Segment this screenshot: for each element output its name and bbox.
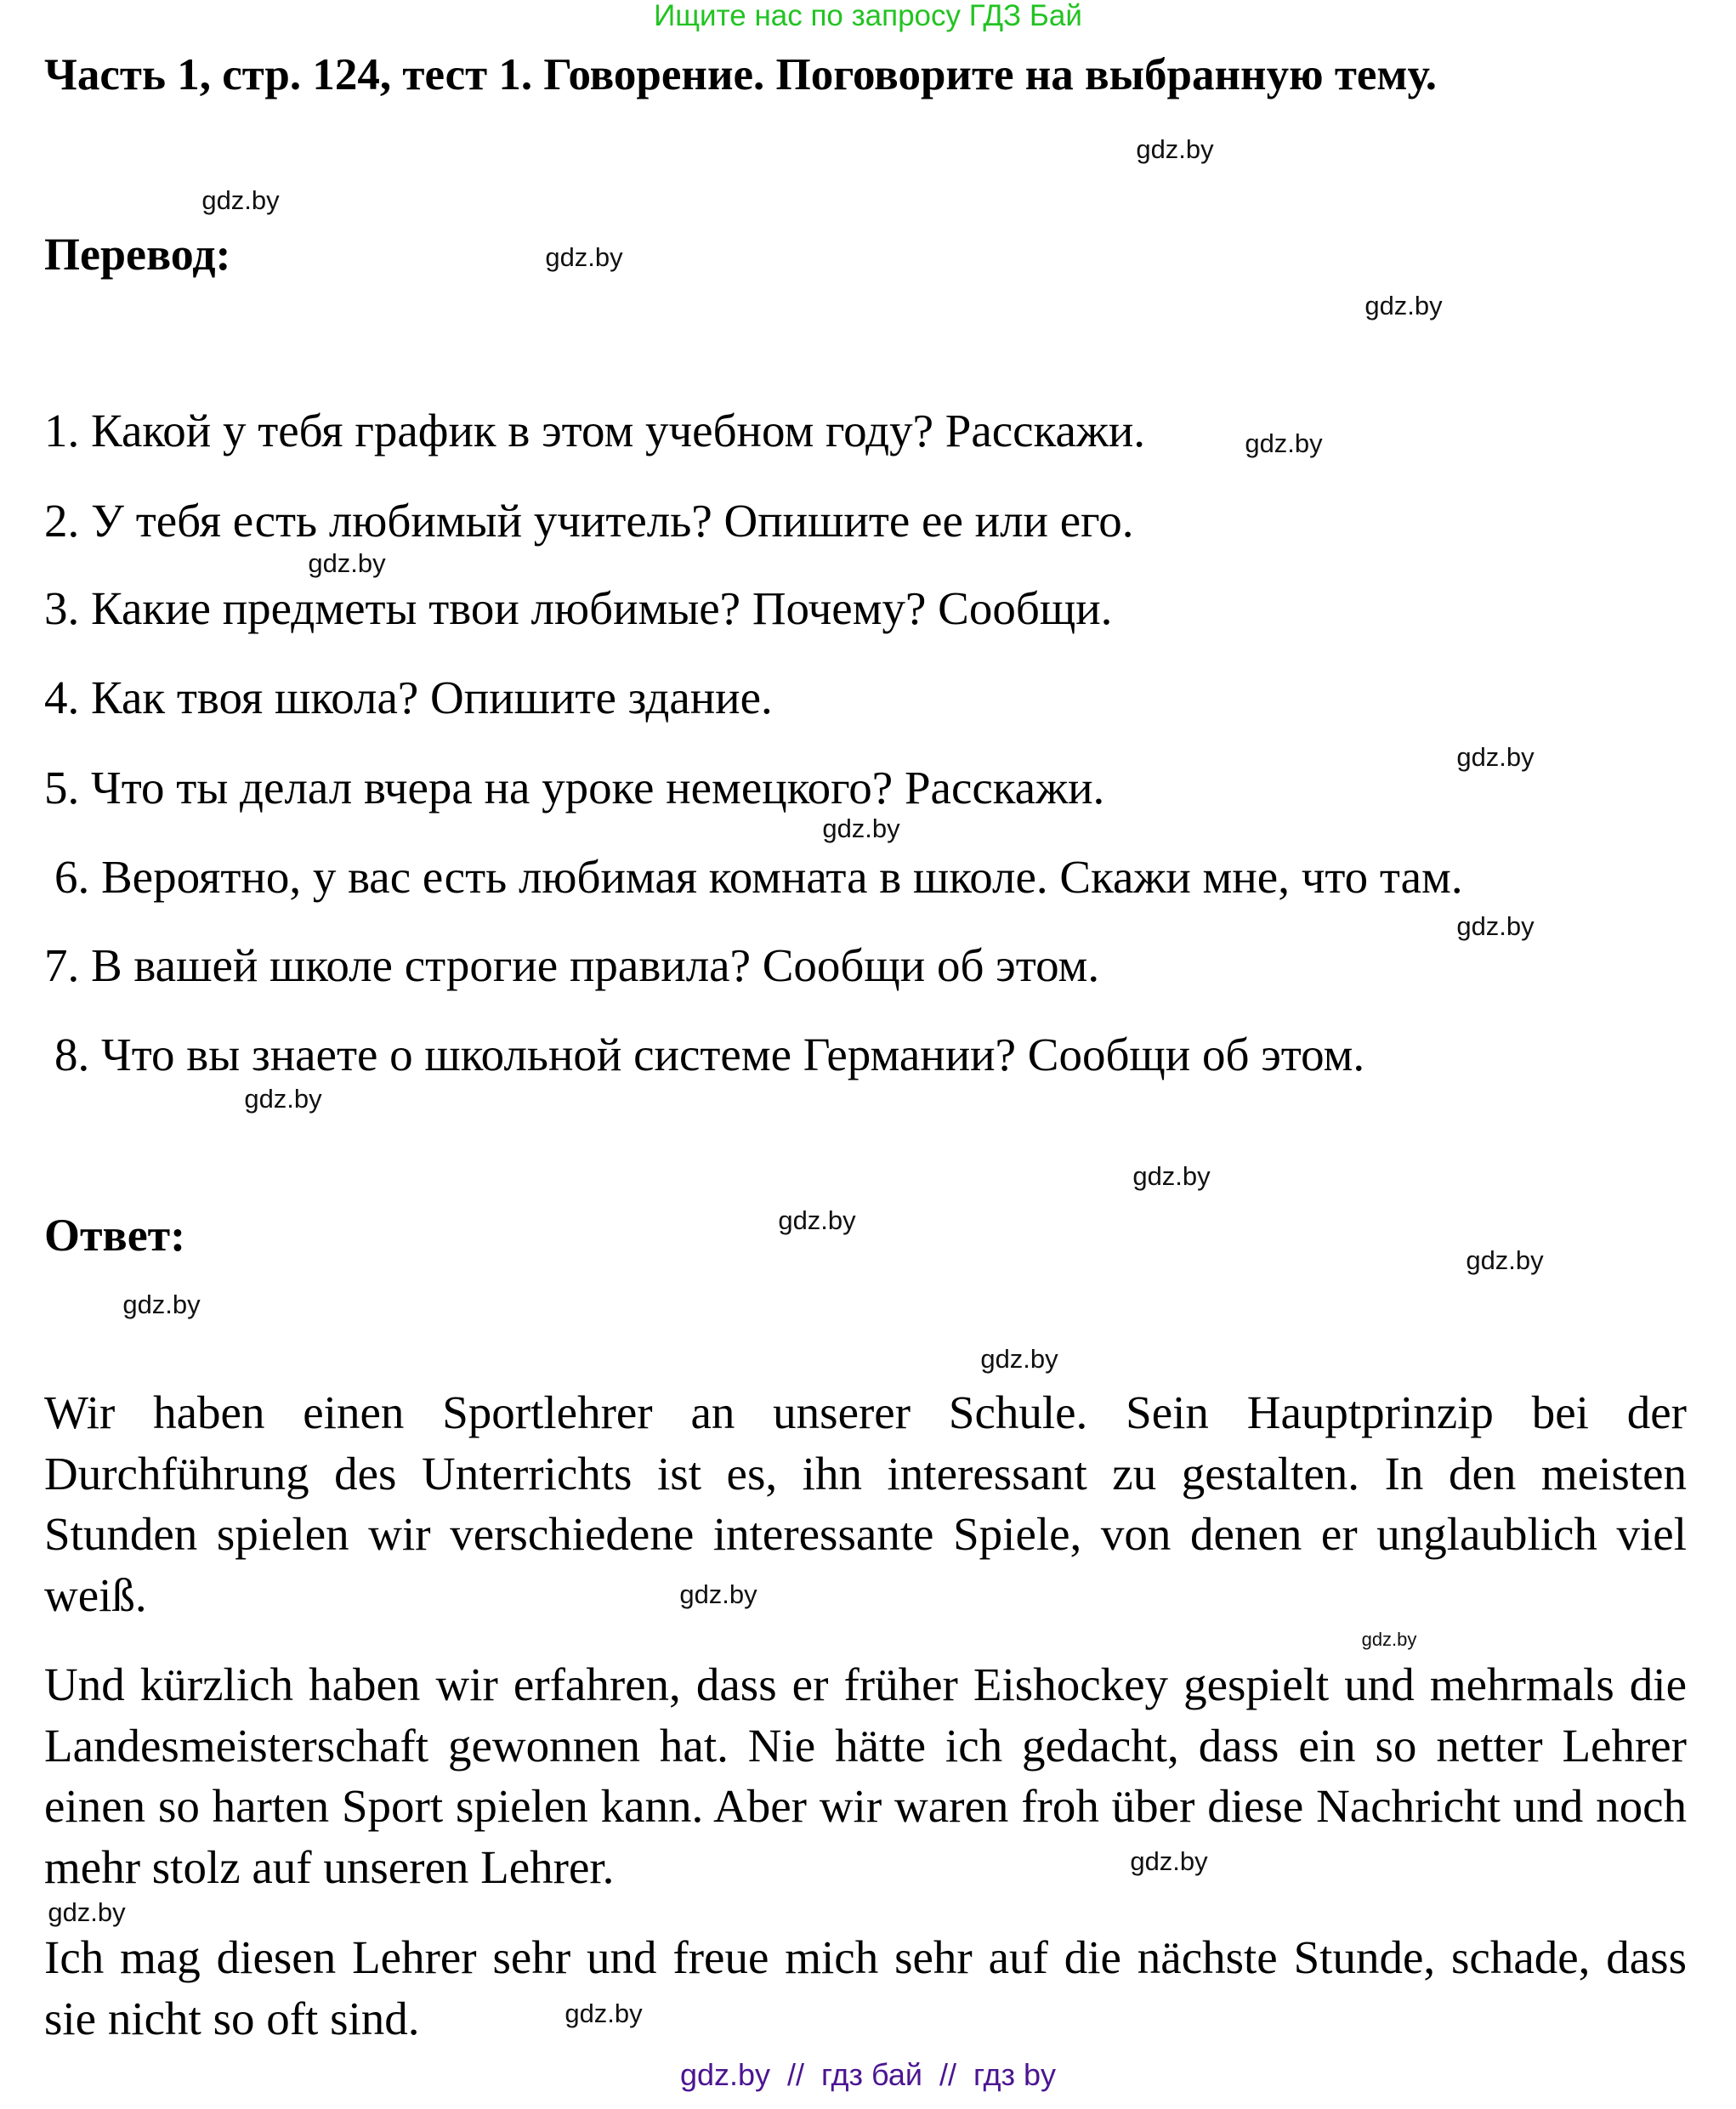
watermark: gdz.by <box>1245 428 1323 458</box>
list-item: 2. У тебя есть любимый учитель? Опишите ее или его. <box>44 495 1134 547</box>
search-banner: Ищите нас по запросу ГДЗ Бай <box>654 0 1082 32</box>
answer-paragraph: Ich mag diesen Lehrer sehr und freue mich sehr auf die nächste Stunde, schade, dass sie nicht so oft sind. <box>44 1931 1687 2044</box>
watermark: gdz.by <box>1130 1846 1208 1876</box>
watermark: gdz.by <box>1132 1161 1211 1191</box>
list-item: 3. Какие предметы твои любимые? Почему? Сообщи. <box>44 582 1113 634</box>
watermark: gdz.by <box>1136 134 1214 164</box>
list-item: 5. Что ты делал вчера на уроке немецкого? Расскажи. <box>44 762 1105 814</box>
watermark: gdz.by <box>822 814 900 843</box>
watermark: gdz.by <box>1456 911 1535 941</box>
footer-links: gdz.by // гдз бай // гдз by <box>679 2057 1057 2092</box>
watermark: gdz.by <box>564 1998 643 2028</box>
translation-heading: Перевод: <box>44 229 231 280</box>
watermark: gdz.by <box>980 1344 1058 1374</box>
watermark: gdz.by <box>1456 742 1535 772</box>
page-title: Часть 1, стр. 124, тест 1. Говорение. Поговорите на выбранную тему. <box>44 50 1437 99</box>
list-item: 4. Как твоя школа? Опишите здание. <box>44 672 773 723</box>
answer-paragraph: Und kürzlich haben wir erfahren, dass er früher Eishockey gespielt und mehrmals die Landesmeisterschaft gewonnen hat. Nie hätte ich gedacht, dass ein so netter Lehrer einen so harten Sport spielen kann. Aber wir waren froh über diese Nachricht und noch mehr stolz auf unseren Lehrer. <box>44 1658 1687 1893</box>
list-item: 8. Что вы знаете о школьной системе Германии? Сообщи об этом. <box>54 1029 1365 1080</box>
list-item: 6. Вероятно, у вас есть любимая комната в школе. Скажи мне, что там. <box>54 851 1463 903</box>
watermark: gdz.by <box>1364 291 1443 320</box>
answer-heading: Ответ: <box>44 1210 186 1261</box>
answer-paragraph: Wir haben einen Sportlehrer an unserer Schule. Sein Hauptprinzip bei der Durchführung des Unterrichts ist es, ihn interessant zu gestalten. In den meisten Stunden spielen wir verschiedene interessante Spiele, von denen er unglaublich viel weiß. <box>44 1386 1687 1621</box>
list-item: 7. В вашей школе строгие правила? Сообщи об этом. <box>44 939 1100 991</box>
watermark: gdz.by <box>778 1205 856 1235</box>
watermark: gdz.by <box>244 1084 322 1114</box>
watermark: gdz.by <box>201 185 280 215</box>
watermark: gdz.by <box>679 1579 757 1609</box>
watermark: gdz.by <box>122 1290 201 1319</box>
watermark: gdz.by <box>1466 1245 1544 1275</box>
watermark: gdz.by <box>48 1897 126 1927</box>
watermark: gdz.by <box>308 548 386 578</box>
watermark: gdz.by <box>1361 1629 1417 1650</box>
watermark: gdz.by <box>545 242 623 272</box>
list-item: 1. Какой у тебя график в этом учебном году? Расскажи. <box>44 405 1146 456</box>
